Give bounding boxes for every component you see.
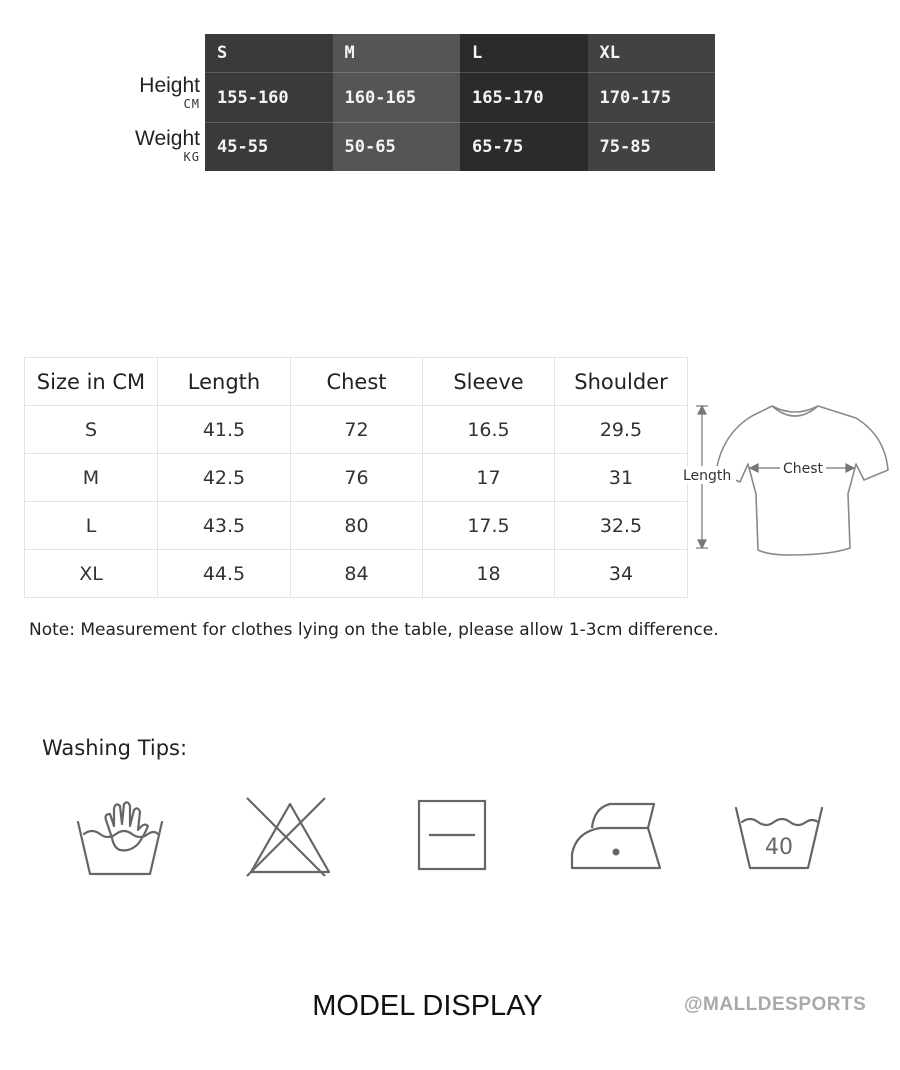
table-cell: 43.5 xyxy=(158,502,291,550)
table-cell: 80 xyxy=(291,502,423,550)
table-cell: S xyxy=(25,406,158,454)
weight-range: 65-75 xyxy=(460,122,588,171)
weight-label: Weight KG xyxy=(135,127,200,164)
fit-column-xl xyxy=(588,34,716,171)
size-header: S xyxy=(217,43,228,63)
hand-wash-icon xyxy=(72,790,167,885)
table-header-row xyxy=(25,358,688,406)
column-header: Shoulder xyxy=(555,358,688,406)
wash-40-icon xyxy=(732,790,827,885)
length-label: Length xyxy=(683,468,732,484)
height-label: Height CM xyxy=(139,74,200,111)
table-cell: 17.5 xyxy=(423,502,555,550)
table-cell: 17 xyxy=(423,454,555,502)
table-cell: 72 xyxy=(291,406,423,454)
column-header: Sleeve xyxy=(423,358,555,406)
table-cell: 42.5 xyxy=(158,454,291,502)
table-cell: 41.5 xyxy=(158,406,291,454)
model-display-heading: MODEL DISPLAY xyxy=(312,990,543,1022)
do-not-bleach-icon xyxy=(243,790,338,885)
measurement-note: Note: Measurement for clothes lying on the table, please allow 1-3cm difference. xyxy=(29,620,719,640)
height-range: 165-170 xyxy=(460,72,588,122)
table-cell: 34 xyxy=(555,550,688,598)
height-range: 170-175 xyxy=(588,72,716,122)
tshirt-outline-icon xyxy=(716,406,888,555)
table-cell: L xyxy=(25,502,158,550)
fit-column-l xyxy=(460,34,588,171)
weight-range: 45-55 xyxy=(205,122,333,171)
size-header: XL xyxy=(599,43,620,63)
watermark: @MALLDESPORTS xyxy=(684,994,867,1015)
table-row xyxy=(25,454,688,502)
column-header: Chest xyxy=(291,358,423,406)
tshirt-diagram xyxy=(680,398,890,558)
size-header: M xyxy=(344,43,355,63)
tumble-dry-flat-icon xyxy=(416,790,511,885)
fit-column-m xyxy=(333,34,461,171)
height-range: 160-165 xyxy=(333,72,461,122)
fit-column-s xyxy=(205,34,333,171)
table-cell: 16.5 xyxy=(423,406,555,454)
table-row xyxy=(25,502,688,550)
table-cell: XL xyxy=(25,550,158,598)
column-header: Size in CM xyxy=(25,358,158,406)
weight-range: 50-65 xyxy=(333,122,461,171)
washing-tips-title: Washing Tips: xyxy=(42,736,188,760)
size-fit-chart xyxy=(205,34,715,171)
height-range: 155-160 xyxy=(205,72,333,122)
table-cell: 44.5 xyxy=(158,550,291,598)
iron-low-icon xyxy=(570,790,665,885)
table-cell: 32.5 xyxy=(555,502,688,550)
table-row xyxy=(25,550,688,598)
weight-range: 75-85 xyxy=(588,122,716,171)
table-cell: 18 xyxy=(423,550,555,598)
table-cell: 84 xyxy=(291,550,423,598)
table-cell: 76 xyxy=(291,454,423,502)
chest-label: Chest xyxy=(783,461,824,477)
table-cell: 29.5 xyxy=(555,406,688,454)
wash-temperature: 40 xyxy=(765,835,793,860)
table-row xyxy=(25,406,688,454)
table-cell: M xyxy=(25,454,158,502)
table-cell: 31 xyxy=(555,454,688,502)
column-header: Length xyxy=(158,358,291,406)
size-header: L xyxy=(472,43,483,63)
measurement-table xyxy=(24,357,688,598)
